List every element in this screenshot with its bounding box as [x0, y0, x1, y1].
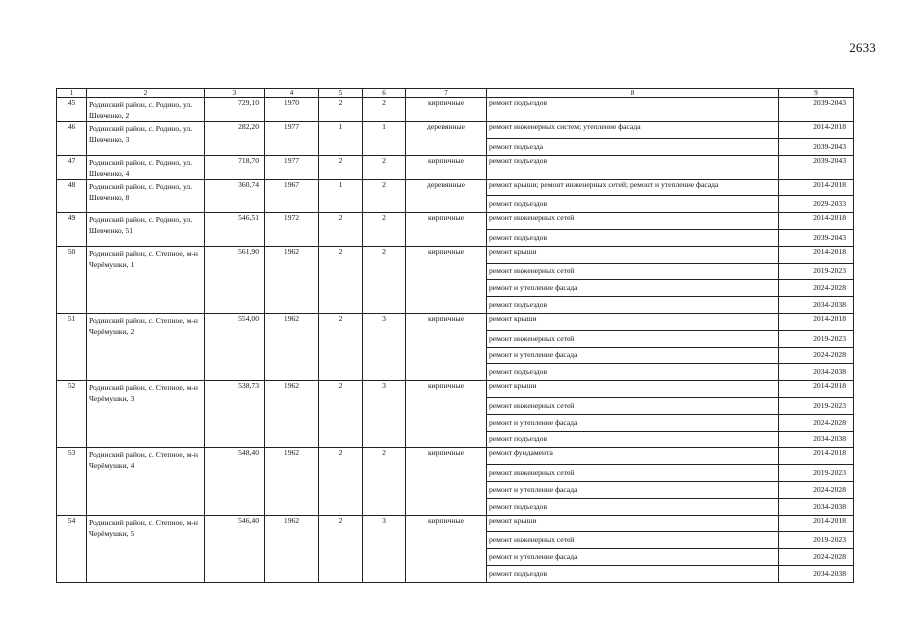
repair-period-cell: 2034-2038	[779, 364, 854, 381]
address-cell: Родинский район, с. Родино, ул. Шевченко, 51	[87, 213, 205, 247]
floors-cell: 2	[319, 213, 363, 247]
year-cell: 1962	[265, 448, 319, 515]
repair-period-cell: 2019-2023	[779, 397, 854, 414]
repair-period-cell: 2034-2038	[779, 297, 854, 314]
housing-repair-table	[56, 88, 854, 583]
repair-work-cell: ремонт и утепление фасада	[487, 347, 779, 364]
repair-period-cell: 2024-2028	[779, 347, 854, 364]
repair-period-cell: 2034-2038	[779, 565, 854, 582]
address-cell: Родинский район, с. Степное, м-н Черёмушки, 4	[87, 448, 205, 515]
wall-material-cell: деревянные	[406, 179, 487, 213]
area-cell: 554,00	[205, 313, 265, 380]
repair-work-cell: ремонт подъездов	[487, 196, 779, 213]
entrances-cell: 3	[363, 381, 406, 448]
address-cell: Родинский район, с. Степное, м-н Черёмушки, 5	[87, 515, 205, 582]
row-number: 48	[57, 179, 87, 213]
floors-cell: 2	[319, 155, 363, 179]
repair-work-cell: ремонт инженерных сетей	[487, 213, 779, 230]
table-body	[57, 98, 854, 583]
repair-work-cell: ремонт крыши	[487, 313, 779, 330]
column-header-2: 2	[87, 89, 205, 98]
column-header-3: 3	[205, 89, 265, 98]
year-cell: 1962	[265, 313, 319, 380]
header-row	[57, 89, 854, 98]
entrances-cell: 3	[363, 515, 406, 582]
entrances-cell: 2	[363, 213, 406, 247]
wall-material-cell: кирпичные	[406, 448, 487, 515]
area-cell: 546,51	[205, 213, 265, 247]
wall-material-cell: кирпичные	[406, 381, 487, 448]
repair-work-cell: ремонт крыши	[487, 381, 779, 398]
floors-cell: 2	[319, 313, 363, 380]
floors-cell: 2	[319, 515, 363, 582]
repair-work-cell: ремонт подъезда	[487, 138, 779, 155]
repair-work-cell: ремонт подъездов	[487, 229, 779, 246]
table-row	[57, 381, 854, 398]
repair-work-cell: ремонт и утепление фасада	[487, 414, 779, 431]
repair-period-cell: 2034-2038	[779, 431, 854, 448]
year-cell: 1977	[265, 122, 319, 156]
repair-work-cell: ремонт и утепление фасада	[487, 280, 779, 297]
row-number: 54	[57, 515, 87, 582]
repair-period-cell: 2039-2043	[779, 138, 854, 155]
repair-work-cell: ремонт инженерных сетей	[487, 465, 779, 482]
row-number: 46	[57, 122, 87, 156]
address-cell: Родинский район, с. Степное, м-н Черёмушки, 2	[87, 313, 205, 380]
entrances-cell: 2	[363, 179, 406, 213]
table-row	[57, 448, 854, 465]
column-header-4: 4	[265, 89, 319, 98]
column-header-6: 6	[363, 89, 406, 98]
wall-material-cell: кирпичные	[406, 515, 487, 582]
repair-period-cell: 2024-2028	[779, 414, 854, 431]
area-cell: 538,73	[205, 381, 265, 448]
year-cell: 1962	[265, 515, 319, 582]
address-cell: Родинский район, с. Родино, ул. Шевченко, 3	[87, 122, 205, 156]
repair-period-cell: 2014-2018	[779, 381, 854, 398]
repair-period-cell: 2014-2018	[779, 213, 854, 230]
repair-period-cell: 2029-2033	[779, 196, 854, 213]
repair-work-cell: ремонт инженерных сетей	[487, 263, 779, 280]
address-cell: Родинский район, с. Степное, м-н Черёмушки, 3	[87, 381, 205, 448]
repair-period-cell: 2014-2018	[779, 515, 854, 532]
year-cell: 1970	[265, 98, 319, 122]
column-header-9: 9	[779, 89, 854, 98]
page-number: 2633	[849, 40, 876, 55]
wall-material-cell: кирпичные	[406, 155, 487, 179]
repair-work-cell: ремонт подъездов	[487, 431, 779, 448]
repair-period-cell: 2024-2028	[779, 280, 854, 297]
repair-work-cell: ремонт подъездов	[487, 98, 779, 122]
repair-period-cell: 2039-2043	[779, 229, 854, 246]
repair-work-cell: ремонт подъездов	[487, 498, 779, 515]
repair-work-cell: ремонт и утепление фасада	[487, 481, 779, 498]
area-cell: 718,70	[205, 155, 265, 179]
repair-period-cell: 2019-2023	[779, 532, 854, 549]
repair-period-cell: 2014-2018	[779, 448, 854, 465]
row-number: 53	[57, 448, 87, 515]
column-header-8: 8	[487, 89, 779, 98]
repair-period-cell: 2019-2023	[779, 330, 854, 347]
area-cell: 360,74	[205, 179, 265, 213]
entrances-cell: 3	[363, 313, 406, 380]
floors-cell: 2	[319, 98, 363, 122]
repair-period-cell: 2014-2018	[779, 179, 854, 196]
table-row	[57, 213, 854, 230]
repair-period-cell: 2014-2018	[779, 313, 854, 330]
table-row	[57, 122, 854, 139]
row-number: 52	[57, 381, 87, 448]
row-number: 47	[57, 155, 87, 179]
row-number: 45	[57, 98, 87, 122]
area-cell: 548,40	[205, 448, 265, 515]
repair-period-cell: 2014-2018	[779, 122, 854, 139]
wall-material-cell: кирпичные	[406, 313, 487, 380]
wall-material-cell: кирпичные	[406, 213, 487, 247]
year-cell: 1962	[265, 246, 319, 313]
repair-work-cell: ремонт подъездов	[487, 565, 779, 582]
repair-work-cell: ремонт инженерных сетей	[487, 330, 779, 347]
table-row	[57, 179, 854, 196]
area-cell: 282,20	[205, 122, 265, 156]
repair-period-cell: 2034-2038	[779, 498, 854, 515]
entrances-cell: 2	[363, 448, 406, 515]
table-row	[57, 515, 854, 532]
repair-period-cell: 2039-2043	[779, 98, 854, 122]
repair-work-cell: ремонт крыши; ремонт инженерных сетей; ремонт и утепление фасада	[487, 179, 779, 196]
entrances-cell: 2	[363, 246, 406, 313]
floors-cell: 1	[319, 122, 363, 156]
table-row	[57, 246, 854, 263]
repair-work-cell: ремонт инженерных сетей	[487, 397, 779, 414]
repair-work-cell: ремонт крыши	[487, 246, 779, 263]
entrances-cell: 1	[363, 122, 406, 156]
address-cell: Родинский район, с. Степное, м-н Черёмушки, 1	[87, 246, 205, 313]
floors-cell: 2	[319, 246, 363, 313]
repair-period-cell: 2024-2028	[779, 481, 854, 498]
area-cell: 729,10	[205, 98, 265, 122]
repair-period-cell: 2019-2023	[779, 465, 854, 482]
year-cell: 1967	[265, 179, 319, 213]
year-cell: 1972	[265, 213, 319, 247]
row-number: 49	[57, 213, 87, 247]
row-number: 50	[57, 246, 87, 313]
repair-work-cell: ремонт фундамента	[487, 448, 779, 465]
address-cell: Родинский район, с. Родино, ул. Шевченко, 8	[87, 179, 205, 213]
column-header-5: 5	[319, 89, 363, 98]
floors-cell: 1	[319, 179, 363, 213]
floors-cell: 2	[319, 448, 363, 515]
area-cell: 561,90	[205, 246, 265, 313]
repair-period-cell: 2039-2043	[779, 155, 854, 179]
repair-work-cell: ремонт подъездов	[487, 155, 779, 179]
table-row	[57, 155, 854, 179]
repair-work-cell: ремонт и утепление фасада	[487, 549, 779, 566]
column-header-7: 7	[406, 89, 487, 98]
table-row	[57, 98, 854, 122]
wall-material-cell: деревянные	[406, 122, 487, 156]
address-cell: Родинский район, с. Родино, ул. Шевченко, 4	[87, 155, 205, 179]
floors-cell: 2	[319, 381, 363, 448]
column-header-1: 1	[57, 89, 87, 98]
repair-period-cell: 2019-2023	[779, 263, 854, 280]
repair-period-cell: 2024-2028	[779, 549, 854, 566]
repair-period-cell: 2014-2018	[779, 246, 854, 263]
wall-material-cell: кирпичные	[406, 246, 487, 313]
area-cell: 546,40	[205, 515, 265, 582]
year-cell: 1977	[265, 155, 319, 179]
year-cell: 1962	[265, 381, 319, 448]
entrances-cell: 2	[363, 98, 406, 122]
repair-work-cell: ремонт подъездов	[487, 364, 779, 381]
repair-work-cell: ремонт инженерных сетей	[487, 532, 779, 549]
row-number: 51	[57, 313, 87, 380]
repair-work-cell: ремонт подъездов	[487, 297, 779, 314]
entrances-cell: 2	[363, 155, 406, 179]
repair-work-cell: ремонт инженерных систем; утепление фасада	[487, 122, 779, 139]
table-header	[57, 89, 854, 98]
address-cell: Родинский район, с. Родино, ул. Шевченко, 2	[87, 98, 205, 122]
repair-work-cell: ремонт крыши	[487, 515, 779, 532]
wall-material-cell: кирпичные	[406, 98, 487, 122]
table-row	[57, 313, 854, 330]
